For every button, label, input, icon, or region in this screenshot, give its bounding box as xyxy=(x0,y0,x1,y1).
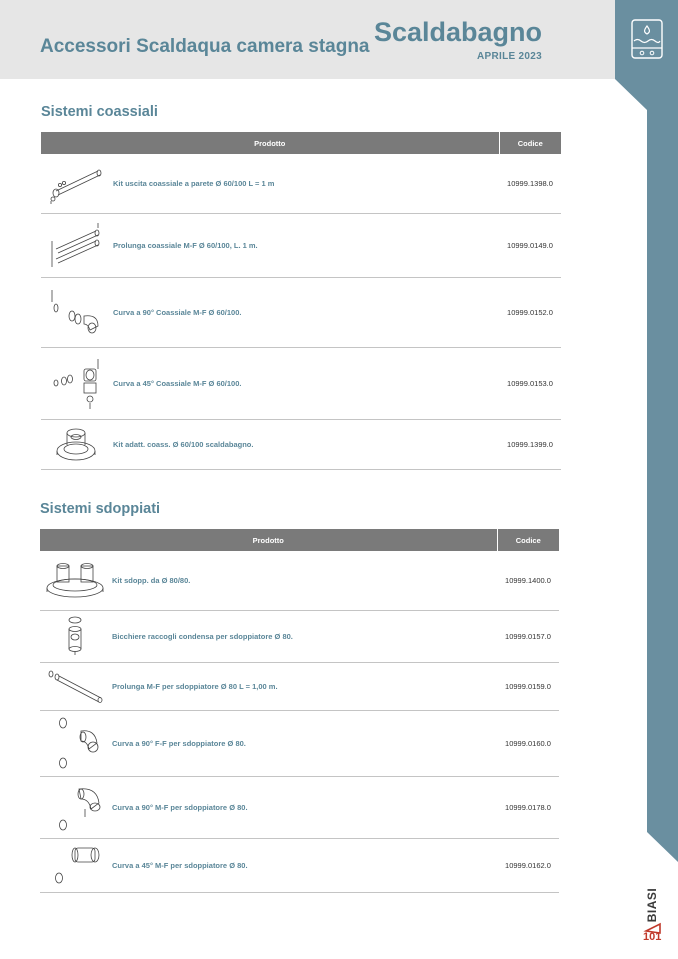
product-name: Curva a 45° M-F per sdoppiatore Ø 80. xyxy=(110,838,497,892)
column-header-product: Prodotto xyxy=(40,529,497,551)
page-number: 101 xyxy=(643,931,662,943)
table-row xyxy=(41,347,561,419)
brand-name: BIASI xyxy=(645,887,660,923)
table-row xyxy=(41,419,561,469)
category-title: Scaldabagno xyxy=(373,17,542,47)
product-name: Curva a 90° Coassiale M-F Ø 60/100. xyxy=(111,277,499,347)
product-name: Prolunga coassiale M-F Ø 60/100, L. 1 m. xyxy=(111,213,499,277)
table-row xyxy=(41,213,561,277)
table-row xyxy=(40,776,559,838)
condensate-cup-icon xyxy=(40,610,110,662)
table-row xyxy=(41,154,561,213)
sdoppiati-table xyxy=(40,529,559,893)
split-extension-icon xyxy=(40,662,110,710)
product-code: 10999.0160.0 xyxy=(497,710,559,776)
table-row xyxy=(40,551,559,610)
page-title: Accessori Scaldaqua camera stagna xyxy=(40,36,370,57)
column-header-code: Codice xyxy=(497,529,559,551)
column-header-product: Prodotto xyxy=(41,132,499,154)
product-code: 10999.0157.0 xyxy=(497,610,559,662)
table-row xyxy=(40,662,559,710)
edition-date: APRILE 2023 xyxy=(477,51,542,62)
product-code: 10999.1400.0 xyxy=(497,551,559,610)
split-elbow-90-mf-icon xyxy=(40,776,110,838)
split-elbow-90-ff-icon xyxy=(40,710,110,776)
biasi-logo-icon xyxy=(642,875,664,935)
product-name: Curva a 90° M-F per sdoppiatore Ø 80. xyxy=(110,776,497,838)
coaxial-elbow-45-icon xyxy=(41,347,111,419)
section-title-coassiali: Sistemi coassiali xyxy=(41,104,158,120)
product-name: Curva a 90° F-F per sdoppiatore Ø 80. xyxy=(110,710,497,776)
coaxial-adapter-icon xyxy=(41,419,111,469)
product-code: 10999.0159.0 xyxy=(497,662,559,710)
product-name: Kit adatt. coass. Ø 60/100 scaldabagno. xyxy=(111,419,499,469)
coaxial-extension-icon xyxy=(41,213,111,277)
table-row xyxy=(41,277,561,347)
product-code: 10999.0178.0 xyxy=(497,776,559,838)
product-name: Prolunga M-F per sdoppiatore Ø 80 L = 1,00 m. xyxy=(110,662,497,710)
product-code: 10999.0153.0 xyxy=(499,347,561,419)
coaxial-elbow-90-icon xyxy=(41,277,111,347)
section-title-sdoppiati: Sistemi sdoppiati xyxy=(40,501,161,517)
sidebar-band xyxy=(615,0,678,959)
table-row xyxy=(40,710,559,776)
product-code: 10999.1399.0 xyxy=(499,419,561,469)
table-row xyxy=(40,610,559,662)
product-name: Kit uscita coassiale a parete Ø 60/100 L = 1 m xyxy=(111,154,499,213)
product-name: Bicchiere raccogli condensa per sdoppiatore Ø 80. xyxy=(110,610,497,662)
product-code: 10999.0152.0 xyxy=(499,277,561,347)
coassiali-table xyxy=(41,132,561,470)
splitter-kit-icon xyxy=(40,551,110,610)
column-header-code: Codice xyxy=(499,132,561,154)
product-name: Kit sdopp. da Ø 80/80. xyxy=(110,551,497,610)
product-code: 10999.1398.0 xyxy=(499,154,561,213)
product-code: 10999.0149.0 xyxy=(499,213,561,277)
table-row xyxy=(40,838,559,892)
split-elbow-45-icon xyxy=(40,838,110,892)
water-heater-icon xyxy=(631,19,663,59)
coaxial-wall-kit-icon xyxy=(41,154,111,213)
page-header xyxy=(0,0,615,79)
product-code: 10999.0162.0 xyxy=(497,838,559,892)
product-name: Curva a 45° Coassiale M-F Ø 60/100. xyxy=(111,347,499,419)
